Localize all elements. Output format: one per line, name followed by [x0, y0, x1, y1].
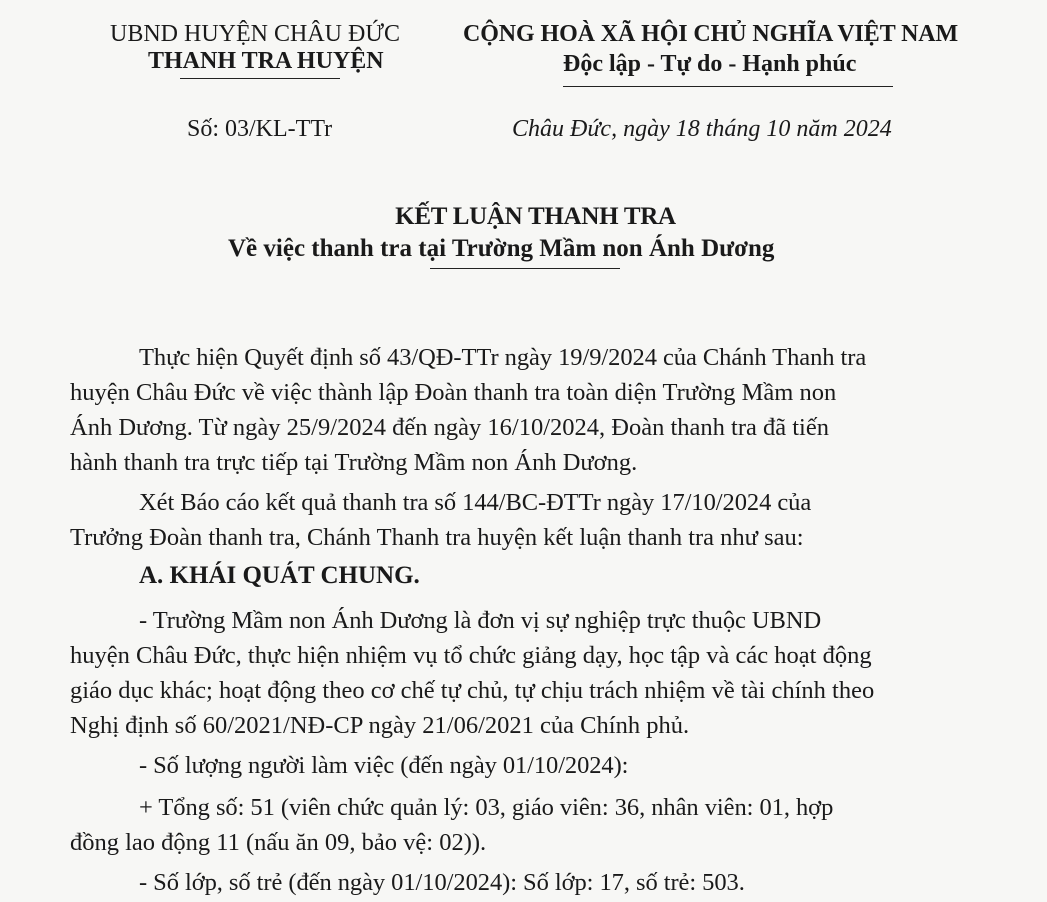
p3-line2: huyện Châu Đức, thực hiện nhiệm vụ tổ chức giảng dạy, học tập và các hoạt động — [70, 642, 872, 669]
p4: - Số lượng người làm việc (đến ngày 01/10/2024): — [139, 752, 629, 779]
title-main: KẾT LUẬN THANH TRA — [395, 203, 676, 230]
document-number: Số: 03/KL-TTr — [187, 116, 333, 142]
p3-line3: giáo dục khác; hoạt động theo cơ chế tự chủ, tự chịu trách nhiệm về tài chính theo — [70, 677, 875, 704]
p3-line4: Nghị định số 60/2021/NĐ-CP ngày 21/06/2021 của Chính phủ. — [70, 712, 690, 739]
p2-line2: Trưởng Đoàn thanh tra, Chánh Thanh tra huyện kết luận thanh tra như sau: — [70, 524, 804, 551]
left-unit-underline — [180, 78, 340, 79]
p5-line2: đồng lao động 11 (nấu ăn 09, bảo vệ: 02)). — [70, 829, 487, 856]
right-motto: Độc lập - Tự do - Hạnh phúc — [563, 51, 857, 77]
p1-line1: Thực hiện Quyết định số 43/QĐ-TTr ngày 19/9/2024 của Chánh Thanh tra — [139, 344, 867, 371]
right-nation: CỘNG HOÀ XÃ HỘI CHỦ NGHĨA VIỆT NAM — [463, 21, 959, 47]
subtitle-underline — [430, 268, 620, 269]
p2-line1: Xét Báo cáo kết quả thanh tra số 144/BC-ĐTTr ngày 17/10/2024 của — [139, 489, 812, 516]
document-subtitle: Về việc thanh tra tại Trường Mầm non Ánh Dương — [228, 235, 775, 262]
place-date: Châu Đức, ngày 18 tháng 10 năm 2024 — [512, 116, 892, 142]
document-title — [0, 203, 1047, 231]
p5-line1: + Tổng số: 51 (viên chức quản lý: 03, giáo viên: 36, nhân viên: 01, hợp — [139, 794, 834, 821]
p1-line3: Ánh Dương. Từ ngày 25/9/2024 đến ngày 16/10/2024, Đoàn thanh tra đã tiến — [70, 414, 829, 441]
p1-line2: huyện Châu Đức về việc thành lập Đoàn thanh tra toàn diện Trường Mầm non — [70, 379, 837, 406]
p3-line1: - Trường Mầm non Ánh Dương là đơn vị sự nghiệp trực thuộc UBND — [139, 607, 822, 634]
p1-line4: hành thanh tra trực tiếp tại Trường Mầm non Ánh Dương. — [70, 449, 638, 476]
p6: - Số lớp, số trẻ (đến ngày 01/10/2024): Số lớp: 17, số trẻ: 503. — [139, 869, 745, 896]
left-org: UBND HUYỆN CHÂU ĐỨC — [110, 21, 400, 47]
left-unit: THANH TRA HUYỆN — [148, 48, 384, 74]
right-motto-underline — [563, 86, 893, 87]
section-a-heading: A. KHÁI QUÁT CHUNG. — [139, 562, 420, 589]
